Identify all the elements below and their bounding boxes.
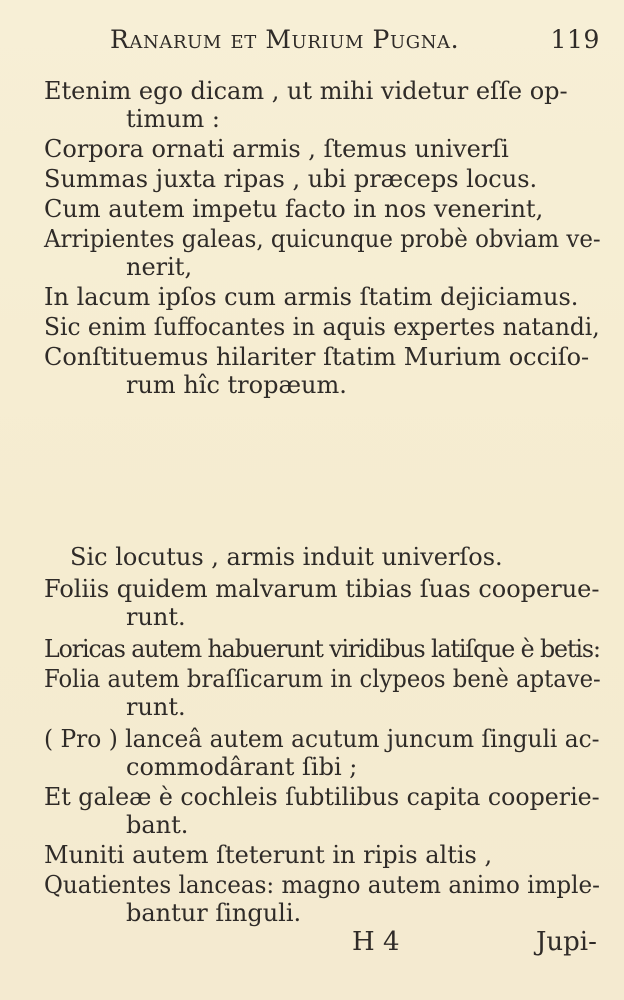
text-line: nerit, [126, 253, 193, 281]
text-line: Conſtituemus hilariter ſtatim Murium occiſo- [44, 343, 590, 371]
page-header [110, 20, 600, 60]
text-line: Et galeæ è cochleis ſubtilibus capita cooperie- [44, 783, 600, 811]
text-line: Sic enim ſuffocantes in aquis expertes natandi, [44, 313, 600, 341]
signature-mark: H 4 [352, 927, 400, 957]
text-line: bant. [126, 811, 189, 839]
text-line: timum : [126, 105, 221, 133]
text-line: Arripientes galeas, quicunque probè obviam ve- [44, 225, 601, 253]
text-line: Etenim ego dicam , ut mihi videtur eſſe op- [44, 77, 568, 105]
text-line: Foliis quidem malvarum tibias ſuas cooperue- [44, 575, 600, 603]
text-line: runt. [126, 693, 186, 721]
text-line: Folia autem braſſicarum in clypeos benè aptave- [44, 665, 601, 693]
text-line: ( Pro ) lanceâ autem acutum juncum ſinguli ac- [44, 725, 600, 753]
text-line: In lacum ipſos cum armis ſtatim dejiciamus. [44, 283, 579, 311]
running-head: Ranarum et Murium Pugna. [110, 25, 460, 54]
page-number: 119 [550, 25, 600, 54]
text-line: Muniti autem ſteterunt in ripis altis , [44, 841, 493, 869]
catchword: Jupi- [536, 927, 597, 957]
text-line: Loricas autem habuerunt viridibus latiſque è betis: [44, 635, 600, 663]
text-line: runt. [126, 603, 186, 631]
text-line: bantur ſinguli. [126, 899, 302, 927]
text-line: Corpora ornati armis , ſtemus univerſi [44, 135, 509, 163]
text-line: Cum autem impetu facto in nos venerint, [44, 195, 544, 223]
text-line: commodârant ſibi ; [126, 753, 358, 781]
text-line: Sic locutus , armis induit univerſos. [70, 543, 503, 571]
page-footer [0, 922, 624, 962]
text-line: Summas juxta ripas , ubi præceps locus. [44, 165, 538, 193]
text-line: Quatientes lanceas: magno autem animo imple- [44, 871, 600, 899]
text-line: rum hîc tropæum. [126, 371, 347, 399]
